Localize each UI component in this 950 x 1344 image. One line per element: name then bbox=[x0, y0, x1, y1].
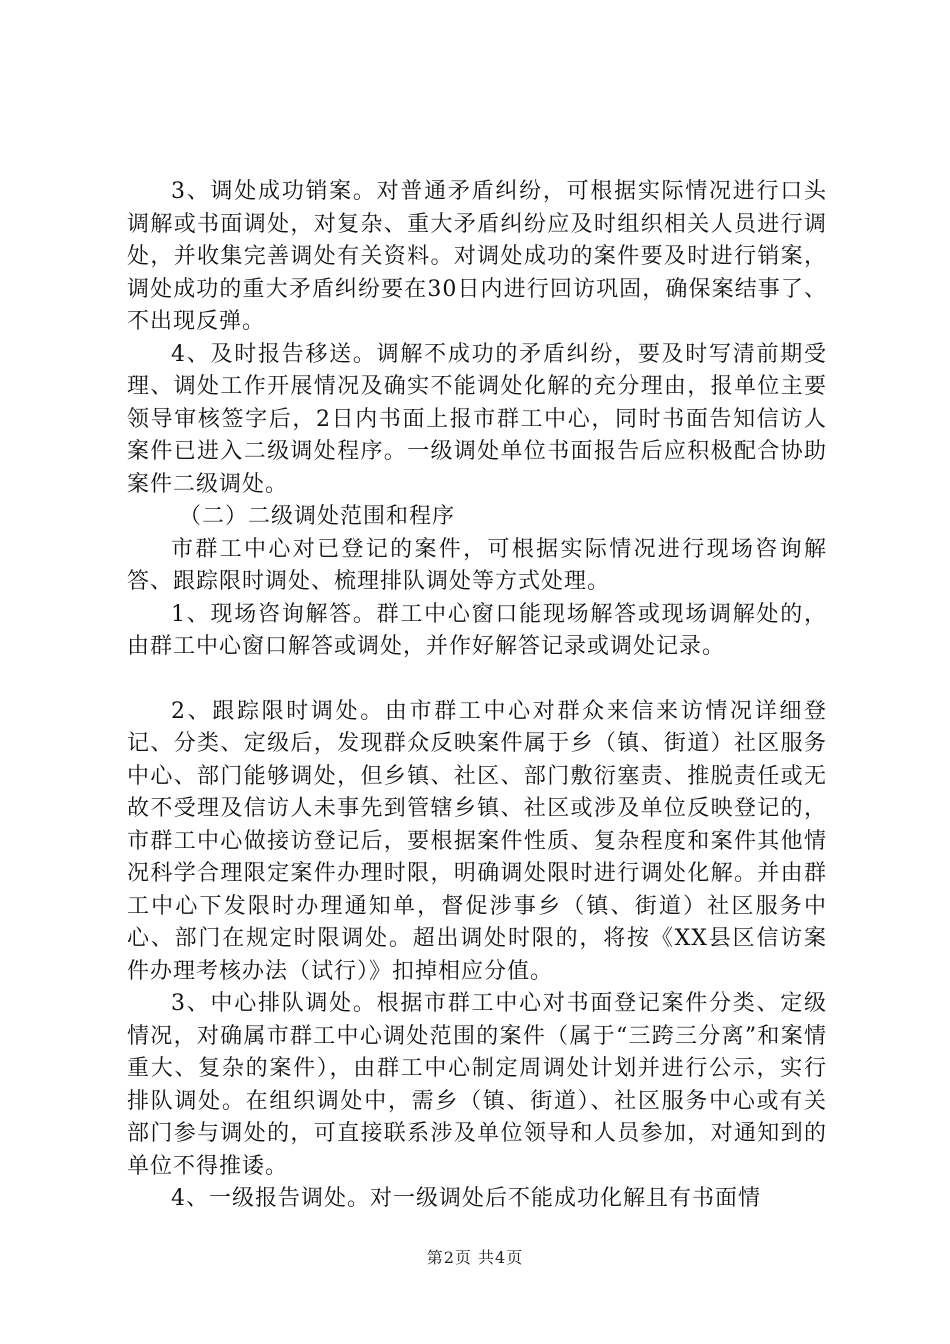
paragraph-level-one-report: 4、一级报告调处。对一级调处后不能成功化解且有书面情 bbox=[171, 1186, 761, 1211]
section-heading-level-two: （二）二级调处范围和程序 bbox=[179, 504, 456, 529]
paragraph-report-transfer: 4、及时报告移送。调解不成功的矛盾纠纷，要及时写清前期受理、调处工作开展情况及确实不能调处化解的充分理由，报单位主要领导审核签字后，2日内书面上报市群工中心，同时书面告知信访人案件已进入二级调处程序。一级调处单位书面报告后应积极配合协助案件二级调处。 bbox=[127, 341, 827, 497]
paragraph-center-handling: 市群工中心对已登记的案件，可根据实际情况进行现场咨询解答、跟踪限时调处、梳理排队调处等方式处理。 bbox=[127, 536, 827, 594]
paragraph-settle-case: 3、调处成功销案。对普通矛盾纠纷，可根据实际情况进行口头调解或书面调处，对复杂、重大矛盾纠纷应及时组织相关人员进行调处，并收集完善调处有关资料。对调处成功的案件要及时进行销案，调处成功的重大矛盾纠纷要在30日内进行回访巩固，确保案结事了、不出现反弹。 bbox=[127, 179, 827, 334]
paragraph-timed-tracking: 2、跟踪限时调处。由市群工中心对群众来信来访情况详细登记、分类、定级后，发现群众反映案件属于乡（镇、街道）社区服务中心、部门能够调处，但乡镇、社区、部门敷衍塞责、推脱责任或无故不受理及信访人未事先到管辖乡镇、社区或涉及单位反映登记的，市群工中心做接访登记后，要根据案件性质、复杂程度和案件其他情况科学合理限定案件办理时限，明确调处限时进行调处化解。并由群工中心下发限时办理通知单，督促涉事乡（镇、街道）社区服务中心、部门在规定时限调处。超出调处时限的，将按《XX县区信访案件办理考核办法（试行）》扣掉相应分值。 bbox=[127, 698, 827, 984]
paragraph-onsite-consult: 1、现场咨询解答。群工中心窗口能现场解答或现场调解处的，由群工中心窗口解答或调处，并作好解答记录或调处记录。 bbox=[127, 601, 827, 659]
document-body bbox=[127, 176, 827, 1216]
paragraph-queue-handling: 3、中心排队调处。根据市群工中心对书面登记案件分类、定级情况，对确属市群工中心调处范围的案件（属于“三跨三分离”和案情重大、复杂的案件），由群工中心制定周调处计划并进行公示，实行排队调处。在组织调处中，需乡（镇、街道）、社区服务中心或有关部门参与调处的，可直接联系涉及单位领导和人员参加，对通知到的单位不得推诿。 bbox=[127, 991, 827, 1179]
page-number-footer: 第2页 共4页 bbox=[426, 1248, 524, 1267]
